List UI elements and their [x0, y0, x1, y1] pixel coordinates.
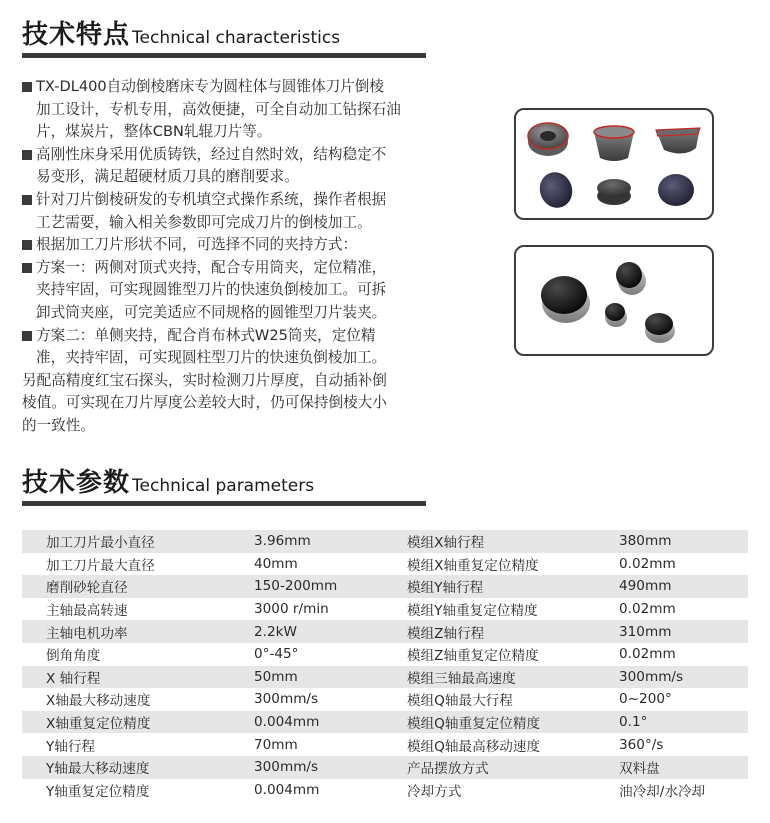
param-value: 300mm/s	[254, 756, 407, 779]
feature-line: 加工设计，专机专用，高效便捷，可全自动加工钻探石油	[36, 100, 401, 118]
section-title-en: Technical parameters	[132, 476, 315, 496]
param-name: 模组Q轴最大行程	[407, 693, 513, 710]
table-row	[22, 666, 748, 689]
section-title	[22, 14, 426, 50]
param-value: 双料盘	[619, 756, 748, 779]
product-photo-cylinders	[514, 245, 714, 356]
feature-line: 另配高精度红宝石探头，实时检测刀片厚度，自动插补倒	[22, 371, 387, 389]
param-name: X 轴行程	[22, 666, 254, 689]
feature-item	[22, 370, 467, 438]
feature-line: 棱值。可实现在刀片厚度公差较大时，仍可保持倒棱大小	[22, 394, 387, 412]
param-name: 加工刀片最小直径	[22, 530, 254, 553]
param-value: 油冷却/水冷却	[619, 783, 706, 800]
param-name: X轴最大移动速度	[46, 693, 151, 710]
feature-line: 高刚性床身采用优质铸铁，经过自然时效，结构稳定不	[36, 145, 387, 163]
feature-line: 工艺需要，输入相关参数即可完成刀片的倒棱加工。	[36, 213, 372, 231]
param-value: 2.2kW	[254, 620, 407, 643]
table-row	[22, 779, 748, 802]
param-name: 倒角角度	[46, 648, 101, 665]
param-name: 模组Q轴最高移动速度	[407, 738, 541, 755]
feature-line: 卸式筒夹座，可完美适应不同规格的圆锥型刀片装夹。	[36, 303, 387, 321]
parameters-table	[22, 530, 748, 801]
small-cylinder-icon	[605, 303, 627, 327]
param-value: 360°/s	[619, 736, 664, 753]
param-name: X轴重复定位精度	[22, 711, 254, 734]
param-name: 加工刀片最大直径	[46, 557, 155, 574]
param-name: Y轴行程	[46, 738, 96, 755]
feature-item	[22, 325, 467, 370]
param-value: 0.004mm	[254, 711, 407, 734]
wedge-insert-icon	[656, 128, 700, 154]
feature-list	[22, 76, 467, 438]
product-photo-inserts	[514, 108, 714, 220]
feature-line: 准，夹持牢固，可实现圆柱型刀片的快速负倒棱加工。	[36, 349, 387, 367]
section-header-characteristics	[22, 14, 426, 58]
gray-disc-insert-icon	[597, 179, 631, 205]
feature-line: 易变形，满足超硬材质刀具的磨削要求。	[36, 168, 299, 186]
table-row	[22, 711, 748, 734]
param-name: Y轴最大移动速度	[22, 756, 254, 779]
param-value: 380mm	[619, 530, 748, 553]
cylinder-inserts-illustration	[516, 247, 712, 354]
table-row	[22, 530, 748, 553]
feature-line: 方案二：单侧夹持，配合肖布林式W25筒夹，定位精	[36, 326, 376, 344]
param-name: 模组X轴重复定位精度	[407, 557, 539, 574]
param-name: Y轴重复定位精度	[46, 783, 150, 800]
square-bullet-icon	[22, 82, 32, 92]
section-title-zh: 技术参数	[22, 468, 131, 498]
square-bullet-icon	[22, 150, 32, 160]
section-title-zh: 技术特点	[22, 20, 131, 50]
table-row	[22, 553, 748, 576]
feature-line: 夹持牢固，可实现圆锥型刀片的快速负倒棱加工。可拆	[36, 281, 387, 299]
param-value: 310mm	[619, 620, 748, 643]
feature-item	[22, 234, 467, 257]
param-name: 产品摆放方式	[407, 756, 619, 779]
param-value: 0.02mm	[619, 555, 676, 572]
param-value: 70mm	[254, 736, 298, 753]
param-value: 300mm/s	[619, 666, 748, 689]
section-title	[22, 462, 426, 498]
param-name: 主轴电机功率	[22, 620, 254, 643]
dark-disc-insert-icon	[535, 168, 577, 213]
table-row	[22, 643, 748, 666]
feature-item	[22, 144, 467, 189]
param-value: 0°-45°	[254, 646, 299, 663]
cone-insert-icon	[594, 126, 634, 161]
param-name: 模组Y轴重复定位精度	[407, 603, 538, 620]
param-value: 490mm	[619, 575, 748, 598]
param-value: 3000 r/min	[254, 601, 329, 618]
param-name: 模组Q轴重复定位精度	[407, 711, 619, 734]
square-bullet-icon	[22, 263, 32, 273]
param-name: 模组Z轴重复定位精度	[407, 648, 539, 665]
feature-line: 方案一：两侧对顶式夹持，配合专用筒夹，定位精准，	[36, 258, 387, 276]
param-value: 300mm/s	[254, 691, 319, 708]
section-header-parameters	[22, 462, 426, 506]
section-divider	[22, 53, 426, 58]
param-value: 0.1°	[619, 711, 748, 734]
param-value: 0.004mm	[254, 781, 320, 798]
param-value: 0~200°	[619, 691, 672, 708]
feature-line: 片，煤炭片，整体CBN轧辊刀片等。	[36, 123, 272, 141]
insert-samples-illustration	[516, 110, 712, 218]
param-value: 150-200mm	[254, 575, 407, 598]
param-value: 40mm	[254, 555, 298, 572]
param-name: 冷却方式	[407, 783, 462, 800]
square-bullet-icon	[22, 331, 32, 341]
square-bullet-icon	[22, 195, 32, 205]
param-name: 模组三轴最高速度	[407, 666, 619, 689]
feature-item	[22, 76, 467, 144]
param-name: 磨削砂轮直径	[22, 575, 254, 598]
param-name: 模组Z轴行程	[407, 620, 619, 643]
top-cylinder-icon	[616, 262, 646, 295]
right-cylinder-icon	[645, 313, 675, 343]
blue-disc-insert-icon	[658, 174, 694, 206]
ring-insert-icon	[528, 123, 568, 156]
table-row	[22, 620, 748, 643]
feature-line: TX-DL400自动倒棱磨床专为圆柱体与圆锥体刀片倒棱	[36, 78, 384, 95]
square-bullet-icon	[22, 240, 32, 250]
feature-line: 的一致性。	[22, 416, 95, 434]
feature-item	[22, 189, 467, 234]
param-value: 0.02mm	[619, 601, 676, 618]
param-value: 50mm	[254, 666, 407, 689]
section-divider	[22, 501, 426, 506]
param-name: 模组X轴行程	[407, 530, 619, 553]
table-row	[22, 575, 748, 598]
param-value: 0.02mm	[619, 646, 676, 663]
param-name: 模组Y轴行程	[407, 575, 619, 598]
param-value: 3.96mm	[254, 530, 407, 553]
table-row	[22, 756, 748, 779]
large-cylinder-icon	[541, 276, 590, 323]
section-title-en: Technical characteristics	[132, 28, 341, 48]
param-name: 主轴最高转速	[46, 603, 128, 620]
table-row	[22, 688, 748, 711]
table-row	[22, 733, 748, 756]
feature-line: 根据加工刀片形状不同，可选择不同的夹持方式：	[36, 236, 358, 254]
feature-item	[22, 257, 467, 325]
table-row	[22, 598, 748, 621]
feature-line: 针对刀片倒棱研发的专机填空式操作系统，操作者根据	[36, 190, 387, 208]
